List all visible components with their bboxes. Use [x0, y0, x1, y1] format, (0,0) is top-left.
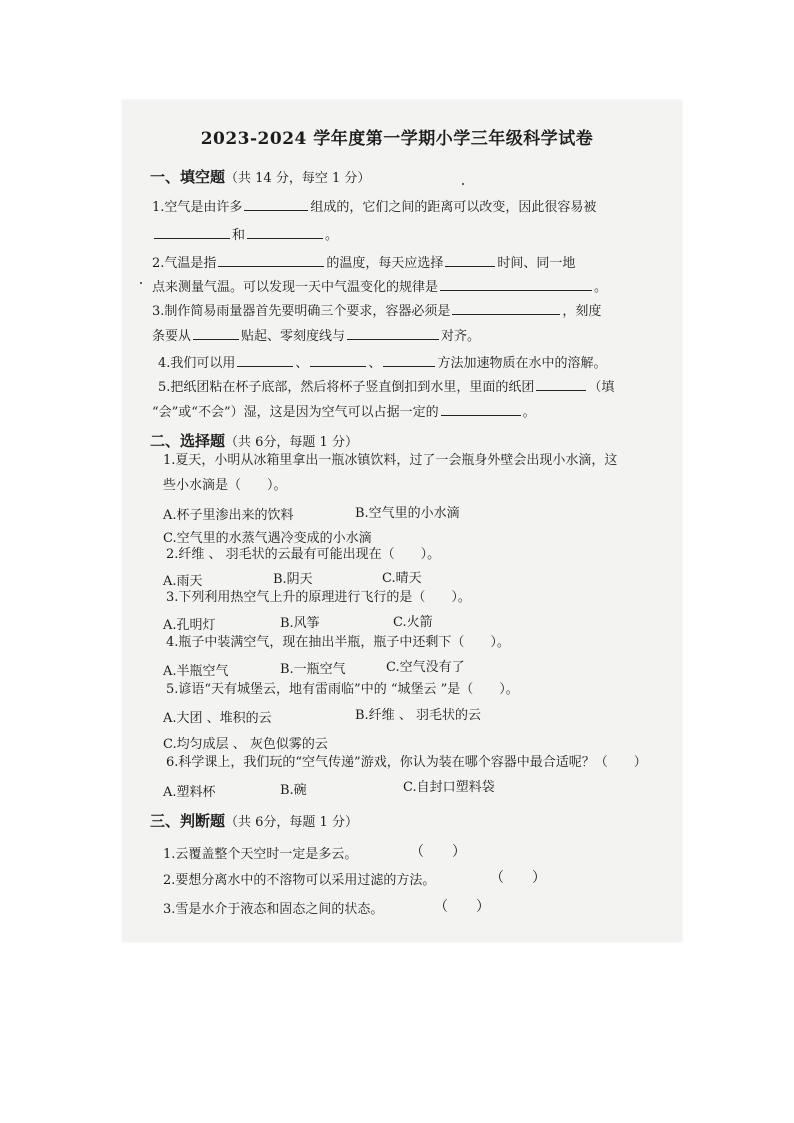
fill-q2-text-a: 2.气温是指	[152, 256, 217, 271]
fill-q3-text-a: 3.制作简易雨量器首先要明确三个要求，容器必须是	[152, 304, 451, 319]
judge-q1-answer-box[interactable]: （ ）	[410, 844, 466, 860]
speck-mark	[462, 183, 464, 185]
judge-q1-line: 1.云覆盖整个天空时一定是多云。	[163, 847, 358, 862]
choice-q3-option-c[interactable]: C.火箭	[393, 615, 433, 630]
fill-q5-text-a: 5.把纸团粘在杯子底部，然后将杯子竖直倒扣到水里，里面的纸团	[158, 380, 535, 395]
section-fill-title: 一、填空题	[150, 168, 226, 186]
judge-q2-line: 2.要想分离水中的不溶物可以采用过滤的方法。	[163, 873, 436, 888]
fill-q3-blank-3[interactable]	[347, 325, 439, 340]
fill-q2-text-e: 。	[594, 280, 608, 295]
choice-q3-option-b[interactable]: B.风筝	[280, 616, 320, 631]
fill-q2-line1	[152, 252, 575, 273]
exam-title: 2023-2024 学年度第一学期小学三年级科学试卷	[200, 129, 594, 149]
section-judge-title: 三、判断题	[150, 812, 226, 830]
choice-q4-option-c[interactable]: C.空气没有了	[386, 660, 465, 675]
choice-q1-option-b[interactable]: B.空气里的小水滴	[355, 506, 460, 521]
fill-q4-text-a: 4.我们可以用	[158, 356, 236, 371]
fill-q5-text-d: 。	[522, 405, 536, 420]
section-choice-heading	[150, 430, 358, 451]
judge-q3-line: 3.雪是水介于液态和固态之间的状态。	[163, 902, 384, 917]
section-fill-heading	[150, 166, 370, 187]
fill-q3-text-d: 贴起、零刻度线与	[241, 329, 346, 344]
fill-q4-blank-3[interactable]	[383, 352, 435, 367]
fill-q4-text-c: 、	[368, 356, 382, 371]
fill-q2-blank-1[interactable]	[218, 252, 324, 267]
choice-q4-line: 4.瓶子中装满空气，现在抽出半瓶，瓶子中还剩下（ ）。	[166, 635, 510, 650]
fill-q4-blank-1[interactable]	[237, 352, 293, 367]
choice-q1-line1: 1.夏天，小明从冰箱里拿出一瓶冰镇饮料，过了一会瓶身外壁会出现小水滴，这	[163, 453, 618, 468]
fill-q3-text-c: 条要从	[152, 329, 192, 344]
choice-q1-line2: 些小水滴是（ ）。	[163, 478, 287, 493]
choice-q2-line: 2.纤维 、 羽毛状的云最有可能出现在（ ）。	[166, 547, 441, 562]
choice-q6-option-a[interactable]: A.塑料杯	[163, 785, 216, 800]
section-fill-note: （共 14 分，每空 1 分）	[225, 171, 371, 186]
fill-q1-line1	[152, 196, 596, 217]
fill-q3-blank-2[interactable]	[193, 325, 239, 340]
judge-q3-answer-box[interactable]: （ ）	[434, 899, 490, 915]
choice-q2-option-b[interactable]: B.阴天	[273, 572, 313, 587]
fill-q5-text-c: “会”或“不会”）湿，这是因为空气可以占据一定的	[152, 405, 439, 420]
choice-q3-option-a[interactable]: A.孔明灯	[163, 618, 216, 633]
fill-q1-text-b: 组成的，它们之间的距离可以改变，因此很容易被	[310, 200, 597, 215]
fill-q3-blank-1[interactable]	[452, 300, 560, 315]
judge-q2-answer-box[interactable]: （ ）	[490, 870, 546, 886]
fill-q1-text-c: 和	[232, 228, 246, 243]
fill-q1-blank-1[interactable]	[244, 196, 308, 211]
choice-q4-option-b[interactable]: B.一瓶空气	[280, 662, 346, 677]
fill-q5-line1	[158, 376, 614, 397]
choice-q6-option-b[interactable]: B.碗	[280, 783, 307, 798]
fill-q1-line2	[152, 224, 338, 245]
choice-q6-option-c[interactable]: C.自封口塑料袋	[403, 780, 495, 795]
choice-q5-line: 5.谚语“天有城堡云，地有雷雨临”中的 “城堡云 ”是（ ）。	[166, 682, 519, 697]
fill-q5-text-b: （填	[588, 380, 615, 395]
section-judge-note: （共 6分，每题 1 分）	[225, 815, 358, 830]
fill-q5-blank-2[interactable]	[441, 401, 521, 416]
fill-q4-line	[158, 352, 606, 373]
choice-q2-option-a[interactable]: A.雨天	[163, 574, 203, 589]
fill-q2-text-c: 时间、同一地	[497, 256, 576, 271]
fill-q4-text-b: 、	[295, 356, 309, 371]
fill-q3-line1	[152, 300, 601, 321]
section-judge-heading	[150, 810, 358, 831]
fill-q1-blank-3[interactable]	[247, 224, 323, 239]
section-choice-note: （共 6分，每题 1 分）	[225, 435, 358, 450]
choice-q6-line: 6.科学课上，我们玩的“空气传递”游戏，你认为装在哪个容器中最合适呢？（ ）	[166, 755, 647, 770]
fill-q2-text-b: 的温度，每天应选择	[326, 256, 444, 271]
fill-q1-text-d: 。	[325, 228, 339, 243]
fill-q3-text-e: 对齐。	[441, 329, 481, 344]
choice-q5-option-c[interactable]: C.均匀成层 、 灰色似雾的云	[163, 737, 328, 752]
fill-q4-blank-2[interactable]	[310, 352, 366, 367]
fill-q2-line2	[152, 276, 607, 297]
fill-q2-text-d: 点来测量气温。可以发现一天中气温变化的规律是	[152, 280, 439, 295]
section-choice-title: 二、选择题	[150, 432, 226, 450]
fill-q3-text-b: ，刻度	[562, 304, 602, 319]
choice-q3-line: 3.下列利用热空气上升的原理进行飞行的是（ ）。	[166, 590, 471, 605]
fill-q2-blank-3[interactable]	[440, 276, 592, 291]
choice-q2-option-c[interactable]: C.晴天	[382, 571, 422, 586]
choice-q5-option-a[interactable]: A.大团 、堆积的云	[163, 711, 272, 726]
fill-q1-text-a: 1.空气是由许多	[152, 200, 243, 215]
fill-q3-line2	[152, 325, 480, 346]
choice-q5-option-b[interactable]: B.纤维 、 羽毛状的云	[355, 708, 481, 723]
choice-q1-option-c[interactable]: C.空气里的水蒸气遇冷变成的小水滴	[163, 531, 372, 546]
fill-q4-text-d: 方法加速物质在水中的溶解。	[437, 356, 607, 371]
speck-mark	[140, 282, 142, 284]
choice-q4-option-a[interactable]: A.半瓶空气	[163, 664, 229, 679]
fill-q2-blank-2[interactable]	[445, 252, 495, 267]
fill-q1-blank-2[interactable]	[154, 224, 230, 239]
fill-q5-line2	[152, 401, 536, 422]
choice-q1-option-a[interactable]: A.杯子里渗出来的饮料	[163, 508, 294, 523]
fill-q5-blank-1[interactable]	[536, 376, 586, 391]
